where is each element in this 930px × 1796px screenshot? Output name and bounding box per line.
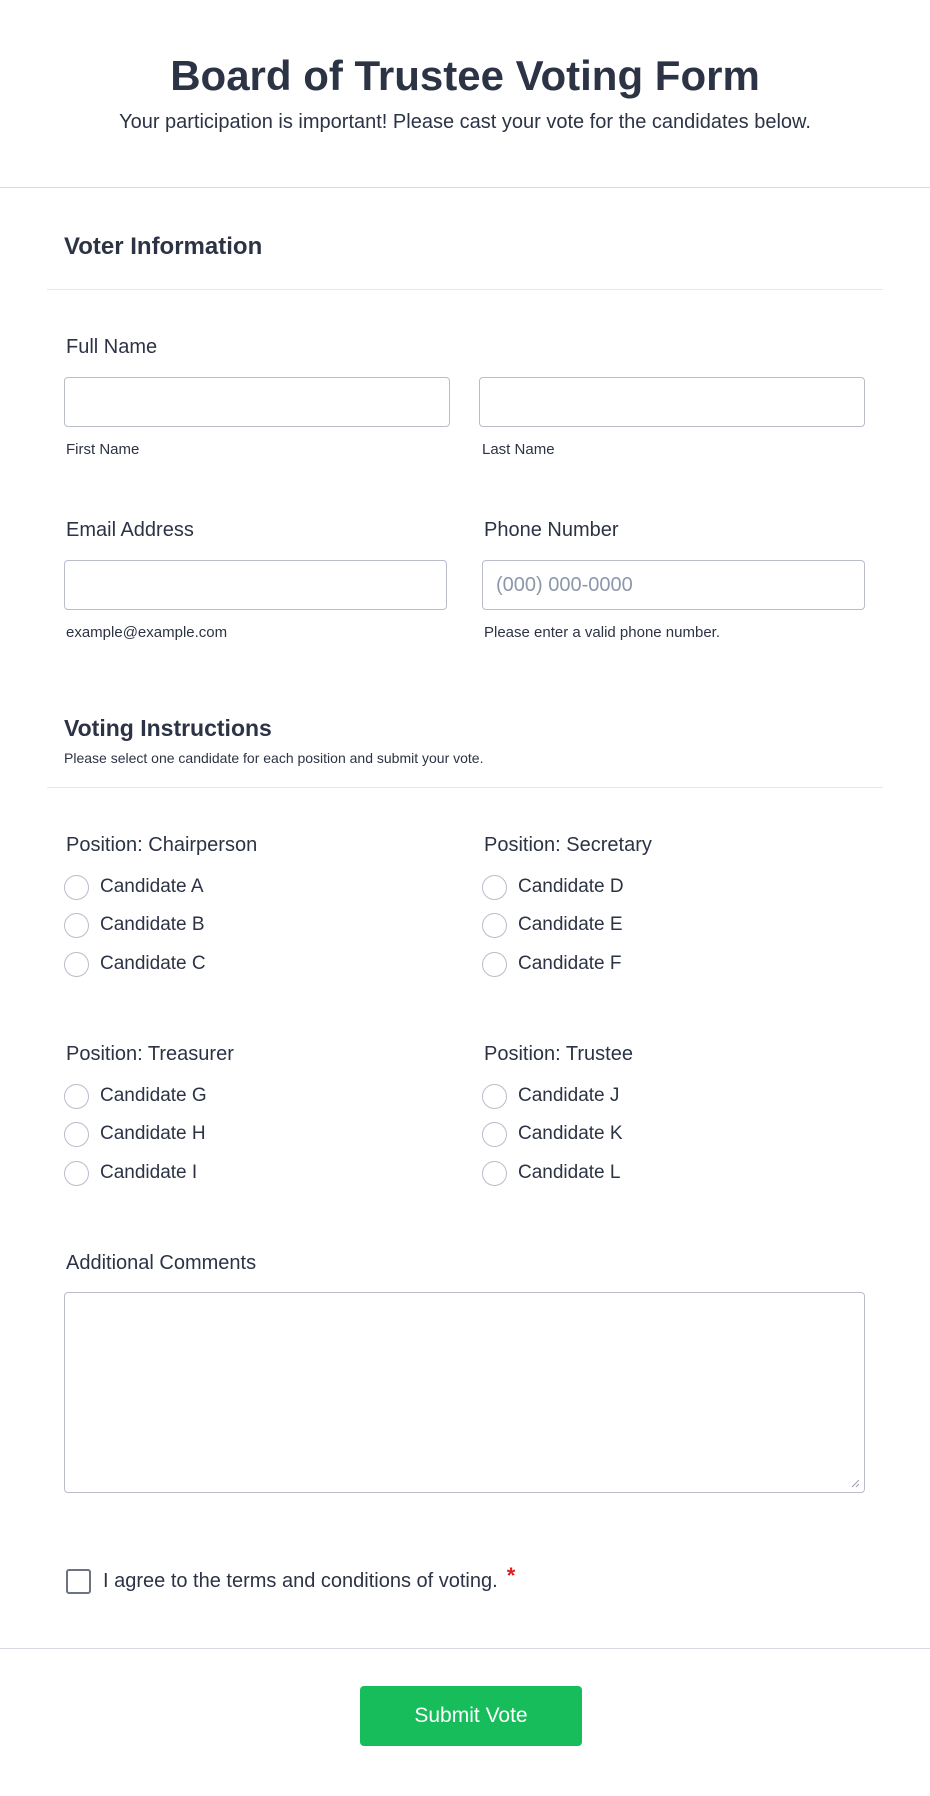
- radio-option[interactable]: [482, 1120, 623, 1148]
- radio-button[interactable]: [64, 1084, 89, 1109]
- submit-vote-button[interactable]: Submit Vote: [360, 1686, 582, 1746]
- comments-textarea[interactable]: [64, 1292, 865, 1493]
- last-name-sublabel: Last Name: [482, 441, 555, 458]
- comments-label: Additional Comments: [66, 1252, 257, 1274]
- radio-button[interactable]: [482, 875, 507, 900]
- radio-button[interactable]: [482, 1122, 507, 1147]
- radio-button[interactable]: [64, 913, 89, 938]
- radio-option[interactable]: [482, 911, 623, 939]
- section-title-voter-information: Voter Information: [64, 233, 263, 260]
- radio-option[interactable]: [482, 1082, 619, 1110]
- position-label-chairperson: Position: Chairperson: [66, 834, 258, 856]
- radio-button[interactable]: [482, 1084, 507, 1109]
- footer-divider: [0, 1648, 930, 1649]
- phone-label: Phone Number: [484, 519, 619, 541]
- radio-button[interactable]: [64, 875, 89, 900]
- position-label-trustee: Position: Trustee: [484, 1043, 633, 1065]
- radio-label: Candidate L: [518, 1162, 621, 1183]
- radio-option[interactable]: [482, 950, 622, 978]
- terms-label: I agree to the terms and conditions of voting.: [103, 1569, 498, 1592]
- radio-label: Candidate E: [518, 914, 623, 935]
- radio-option[interactable]: [64, 1120, 206, 1148]
- terms-agreement[interactable]: [66, 1563, 516, 1596]
- radio-button[interactable]: [64, 1161, 89, 1186]
- voting-instructions-description: Please select one candidate for each position and submit your vote.: [64, 750, 484, 766]
- last-name-input[interactable]: [479, 377, 865, 427]
- radio-label: Candidate D: [518, 876, 624, 897]
- radio-label: Candidate A: [100, 876, 204, 897]
- radio-label: Candidate H: [100, 1123, 206, 1144]
- radio-label: Candidate J: [518, 1085, 620, 1106]
- required-asterisk: *: [506, 1563, 516, 1588]
- radio-button[interactable]: [64, 952, 89, 977]
- radio-option[interactable]: [64, 911, 205, 939]
- section-divider: [47, 787, 883, 788]
- radio-label: Candidate G: [100, 1085, 207, 1106]
- radio-label: Candidate K: [518, 1123, 623, 1144]
- radio-option[interactable]: [482, 1159, 620, 1187]
- radio-option[interactable]: [64, 950, 206, 978]
- phone-input[interactable]: [482, 560, 865, 610]
- section-title-voting-instructions: Voting Instructions: [64, 715, 272, 741]
- radio-option[interactable]: [64, 873, 204, 901]
- full-name-label: Full Name: [66, 336, 158, 358]
- radio-option[interactable]: [482, 873, 624, 901]
- radio-option[interactable]: [64, 1082, 207, 1110]
- radio-button[interactable]: [482, 913, 507, 938]
- radio-option[interactable]: [64, 1159, 197, 1187]
- email-sublabel: example@example.com: [66, 624, 228, 641]
- radio-label: Candidate I: [100, 1162, 198, 1183]
- form-title: Board of Trustee Voting Form: [170, 52, 760, 99]
- phone-sublabel: Please enter a valid phone number.: [484, 624, 720, 641]
- radio-label: Candidate C: [100, 953, 206, 974]
- position-label-treasurer: Position: Treasurer: [66, 1043, 234, 1065]
- radio-button[interactable]: [64, 1122, 89, 1147]
- email-input[interactable]: [64, 560, 447, 610]
- first-name-input[interactable]: [64, 377, 450, 427]
- radio-label: Candidate B: [100, 914, 205, 935]
- section-divider: [47, 289, 883, 290]
- form-header: [0, 0, 930, 188]
- position-label-secretary: Position: Secretary: [484, 834, 652, 856]
- form-subtitle: Your participation is important! Please cast your vote for the candidates below.: [119, 111, 811, 133]
- radio-button[interactable]: [482, 1161, 507, 1186]
- radio-label: Candidate F: [518, 953, 622, 974]
- radio-button[interactable]: [482, 952, 507, 977]
- email-label: Email Address: [66, 519, 194, 541]
- resize-grip-icon[interactable]: [850, 1478, 860, 1488]
- terms-checkbox[interactable]: [66, 1569, 91, 1594]
- first-name-sublabel: First Name: [66, 441, 140, 458]
